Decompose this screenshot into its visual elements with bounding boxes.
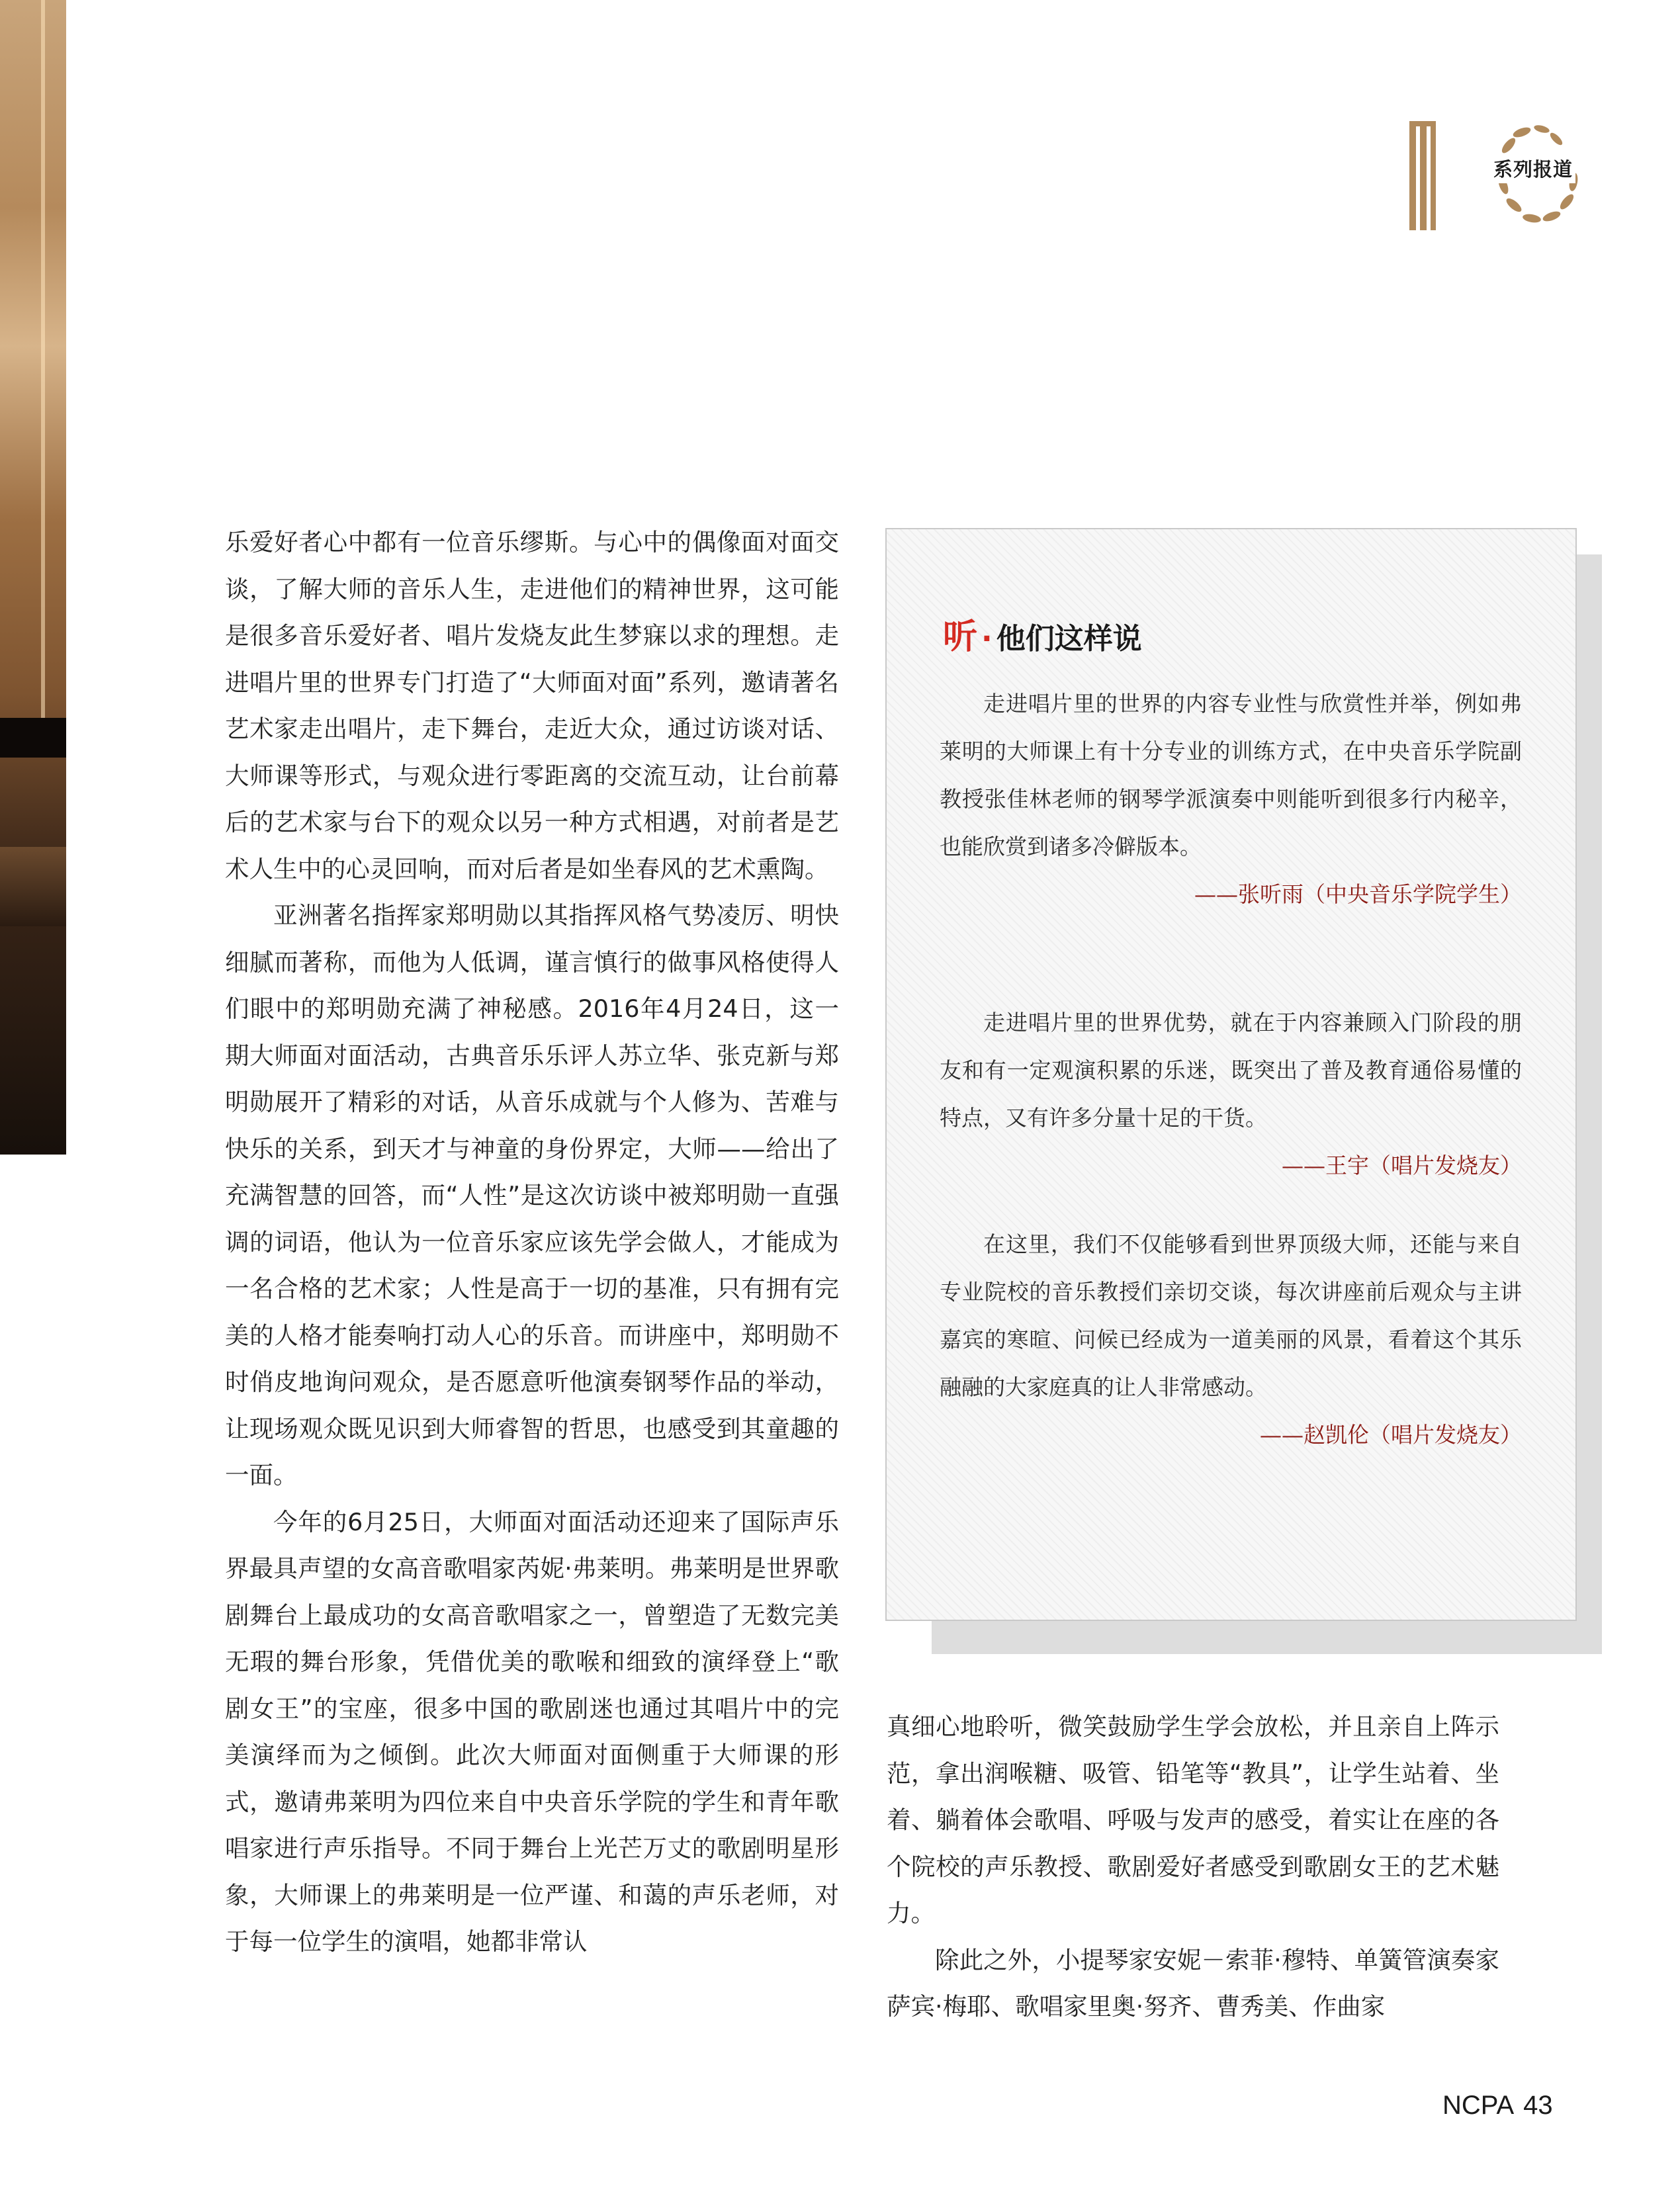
quote-source: ——张听雨（中央音乐学院学生）: [1194, 881, 1522, 907]
photo-shadow: [0, 847, 66, 926]
paragraph: 乐爱好者心中都有一位音乐缪斯。与心中的偶像面对面交谈，了解大师的音乐人生，走进他们的精神世界，这可能是很多音乐爱好者、唱片发烧友此生梦寐以求的理想。走进唱片里的世界专门打造了“大师面对面”系列，邀请著名艺术家走出唱片，走下舞台，走近大众，通过访谈对话、大师课等形式，与观众进行零距离的交流互动，让台前幕后的艺术家与台下的观众以另一种方式相遇，对前者是艺术人生中的心灵回响，而对后者是如坐春风的艺术熏陶。: [225, 528, 839, 883]
left-text-column: [225, 519, 839, 1966]
quote-source: ——赵凯伦（唱片发烧友）: [1260, 1422, 1522, 1448]
quote-block: [940, 680, 1522, 918]
quotes-sidebar: [885, 528, 1577, 1621]
sidebar-title-text: 他们这样说: [996, 622, 1142, 656]
quote-block: [940, 1221, 1522, 1459]
sidebar-title-dot: ·: [981, 622, 993, 656]
quote-block: [940, 999, 1522, 1190]
page-footer: [1442, 2091, 1553, 2121]
paragraph: 今年的6月25日，大师面对面活动还迎来了国际声乐界最具声望的女高音歌唱家芮妮·弗莱明。弗莱明是世界歌剧舞台上最成功的女高音歌唱家之一，曾塑造了无数完美无瑕的舞台形象，凭借优美的歌喉和细致的演绎登上“歌剧女王”的宝座，很多中国的歌剧迷也通过其唱片中的完美演绎而为之倾倒。此次大师面对面侧重于大师课的形式，邀请弗莱明为四位来自中央音乐学院的学生和青年歌唱家进行声乐指导。不同于舞台上光芒万丈的歌剧明星形象，大师课上的弗莱明是一位严谨、和蔼的声乐老师，对于每一位学生的演唱，她都非常认: [225, 1507, 839, 1956]
quote-text: 走进唱片里的世界优势，就在于内容兼顾入门阶段的朋友和有一定观演积累的乐迷，既突出了普及教育通俗易懂的特点，又有许多分量十足的干货。: [940, 1010, 1522, 1131]
page-number: 43: [1523, 2091, 1553, 2120]
quote-text: 在这里，我们不仅能够看到世界顶级大师，还能与来自专业院校的音乐教授们亲切交谈，每次讲座前后观众与主讲嘉宾的寒暄、问候已经成为一道美丽的风景，看着这个其乐融融的大家庭真的让人非常感动。: [940, 1231, 1522, 1400]
series-report-label: 系列报道: [1491, 153, 1575, 183]
paragraph: 真细心地聆听，微笑鼓励学生学会放松，并且亲自上阵示范，拿出润喉糖、吸管、铅笔等“教具”，让学生站着、坐着、躺着体会歌唱、呼吸与发声的感受，着实让在座的各个院校的声乐教授、歌剧爱好者感受到歌剧女王的艺术魅力。: [887, 1712, 1499, 1927]
quote-source: ——王宇（唱片发烧友）: [1282, 1153, 1522, 1178]
photo-highlight: [41, 0, 45, 728]
photo-piano-lid: [0, 718, 66, 758]
sidebar-title: [943, 609, 1142, 658]
paragraph: 除此之外，小提琴家安妮－索菲·穆特、单簧管演奏家萨宾·梅耶、歌唱家里奥·努齐、曹秀美、作曲家: [887, 1945, 1499, 2021]
sidebar-title-char: 听: [943, 617, 978, 657]
magazine-name: NCPA: [1442, 2091, 1515, 2120]
paragraph: 亚洲著名指挥家郑明勋以其指挥风格气势凌厉、明快细腻而著称，而他为人低调，谨言慎行的做事风格使得人们眼中的郑明勋充满了神秘感。2016年4月24日，这一期大师面对面活动，古典音乐乐评人苏立华、张克新与郑明勋展开了精彩的对话，从音乐成就与个人修为、苦难与快乐的关系，到天才与神童的身份界定，大师——给出了充满智慧的回答，而“人性”是这次访谈中被郑明勋一直强调的词语，他认为一位音乐家应该先学会做人，才能成为一名合格的艺术家；人性是高于一切的基准，只有拥有完美的人格才能奏响打动人心的乐音。而讲座中，郑明勋不时俏皮地询问观众，是否愿意听他演奏钢琴作品的举动，让现场观众既见识到大师睿智的哲思，也感受到其童趣的一面。: [225, 901, 839, 1489]
piano-photo-strip: [0, 0, 66, 1155]
right-text-column: [887, 1704, 1499, 2031]
quote-text: 走进唱片里的世界的内容专业性与欣赏性并举，例如弗莱明的大师课上有十分专业的训练方式，在中央音乐学院副教授张佳林老师的钢琴学派演奏中则能听到很多行内秘辛，也能欣赏到诸多冷僻版本。: [940, 691, 1522, 859]
